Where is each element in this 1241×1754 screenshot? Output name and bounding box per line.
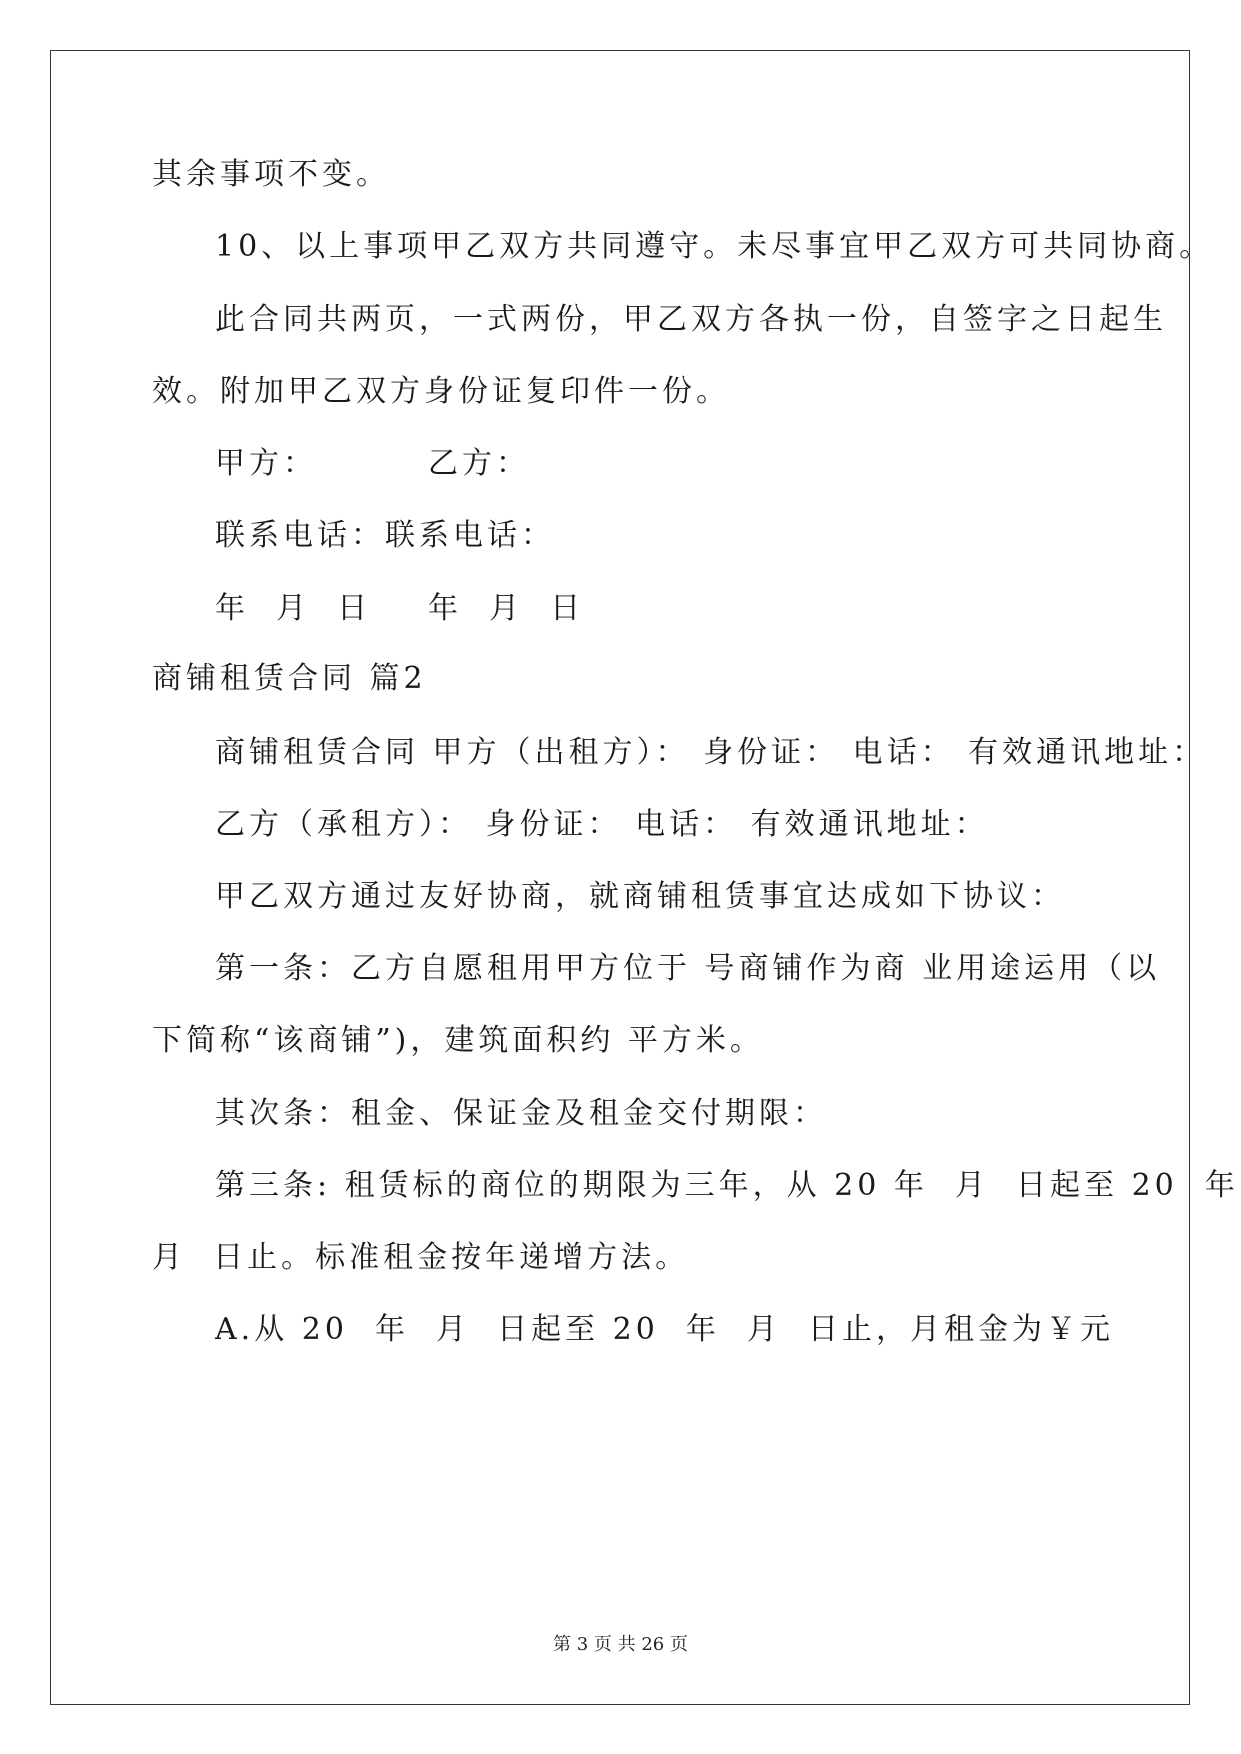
text-line: 其余事项不变。 (152, 157, 390, 192)
text-line: 下简称“该商铺”)，建筑面积约 平方米。 (152, 1023, 764, 1058)
page-border (50, 50, 1190, 1705)
text-line: 乙方（承租方）： 身份证： 电话： 有效通讯地址： (215, 807, 989, 842)
text-line: 商铺租赁合同 甲方（出租方）： 身份证： 电话： 有效通讯地址： (215, 735, 1207, 770)
date-b-label: 年 月 日 (428, 591, 585, 626)
text-line: 10、以上事项甲乙双方共同遵守。未尽事宜甲乙双方可共同协商。 (215, 229, 1214, 264)
text-line: A.从 20 年 月 日起至 20 年 月 日止，月租金为￥元 (215, 1312, 1115, 1347)
text-line: 甲乙双方通过友好协商，就商铺租赁事宜达成如下协议： (215, 879, 1065, 914)
text-line: 效。附加甲乙双方身份证复印件一份。 (152, 374, 730, 409)
page-number-footer: 第 3 页 共 26 页 (553, 1634, 688, 1655)
text-line: 月 日止。标准租金按年递增方法。 (152, 1240, 690, 1275)
text-line: 其次条：租金、保证金及租金交付期限： (215, 1096, 827, 1131)
phone-b-label: 联系电话： (385, 518, 555, 553)
text-line: 第三条: 租赁标的商位的期限为三年，从 20 年 月 日起至 20 年 (215, 1168, 1239, 1203)
text-line: 第一条：乙方自愿租用甲方位于 号商铺作为商 业用途运用（以 (215, 951, 1161, 986)
section-title: 商铺租赁合同 篇2 (152, 661, 427, 696)
text-line: 此合同共两页，一式两份，甲乙双方各执一份，自签字之日起生 (215, 302, 1167, 337)
date-a-label: 年 月 日 (215, 591, 372, 626)
phone-a-label: 联系电话： (215, 518, 385, 553)
party-a-label: 甲方： (215, 446, 317, 481)
party-b-label: 乙方： (428, 446, 530, 481)
